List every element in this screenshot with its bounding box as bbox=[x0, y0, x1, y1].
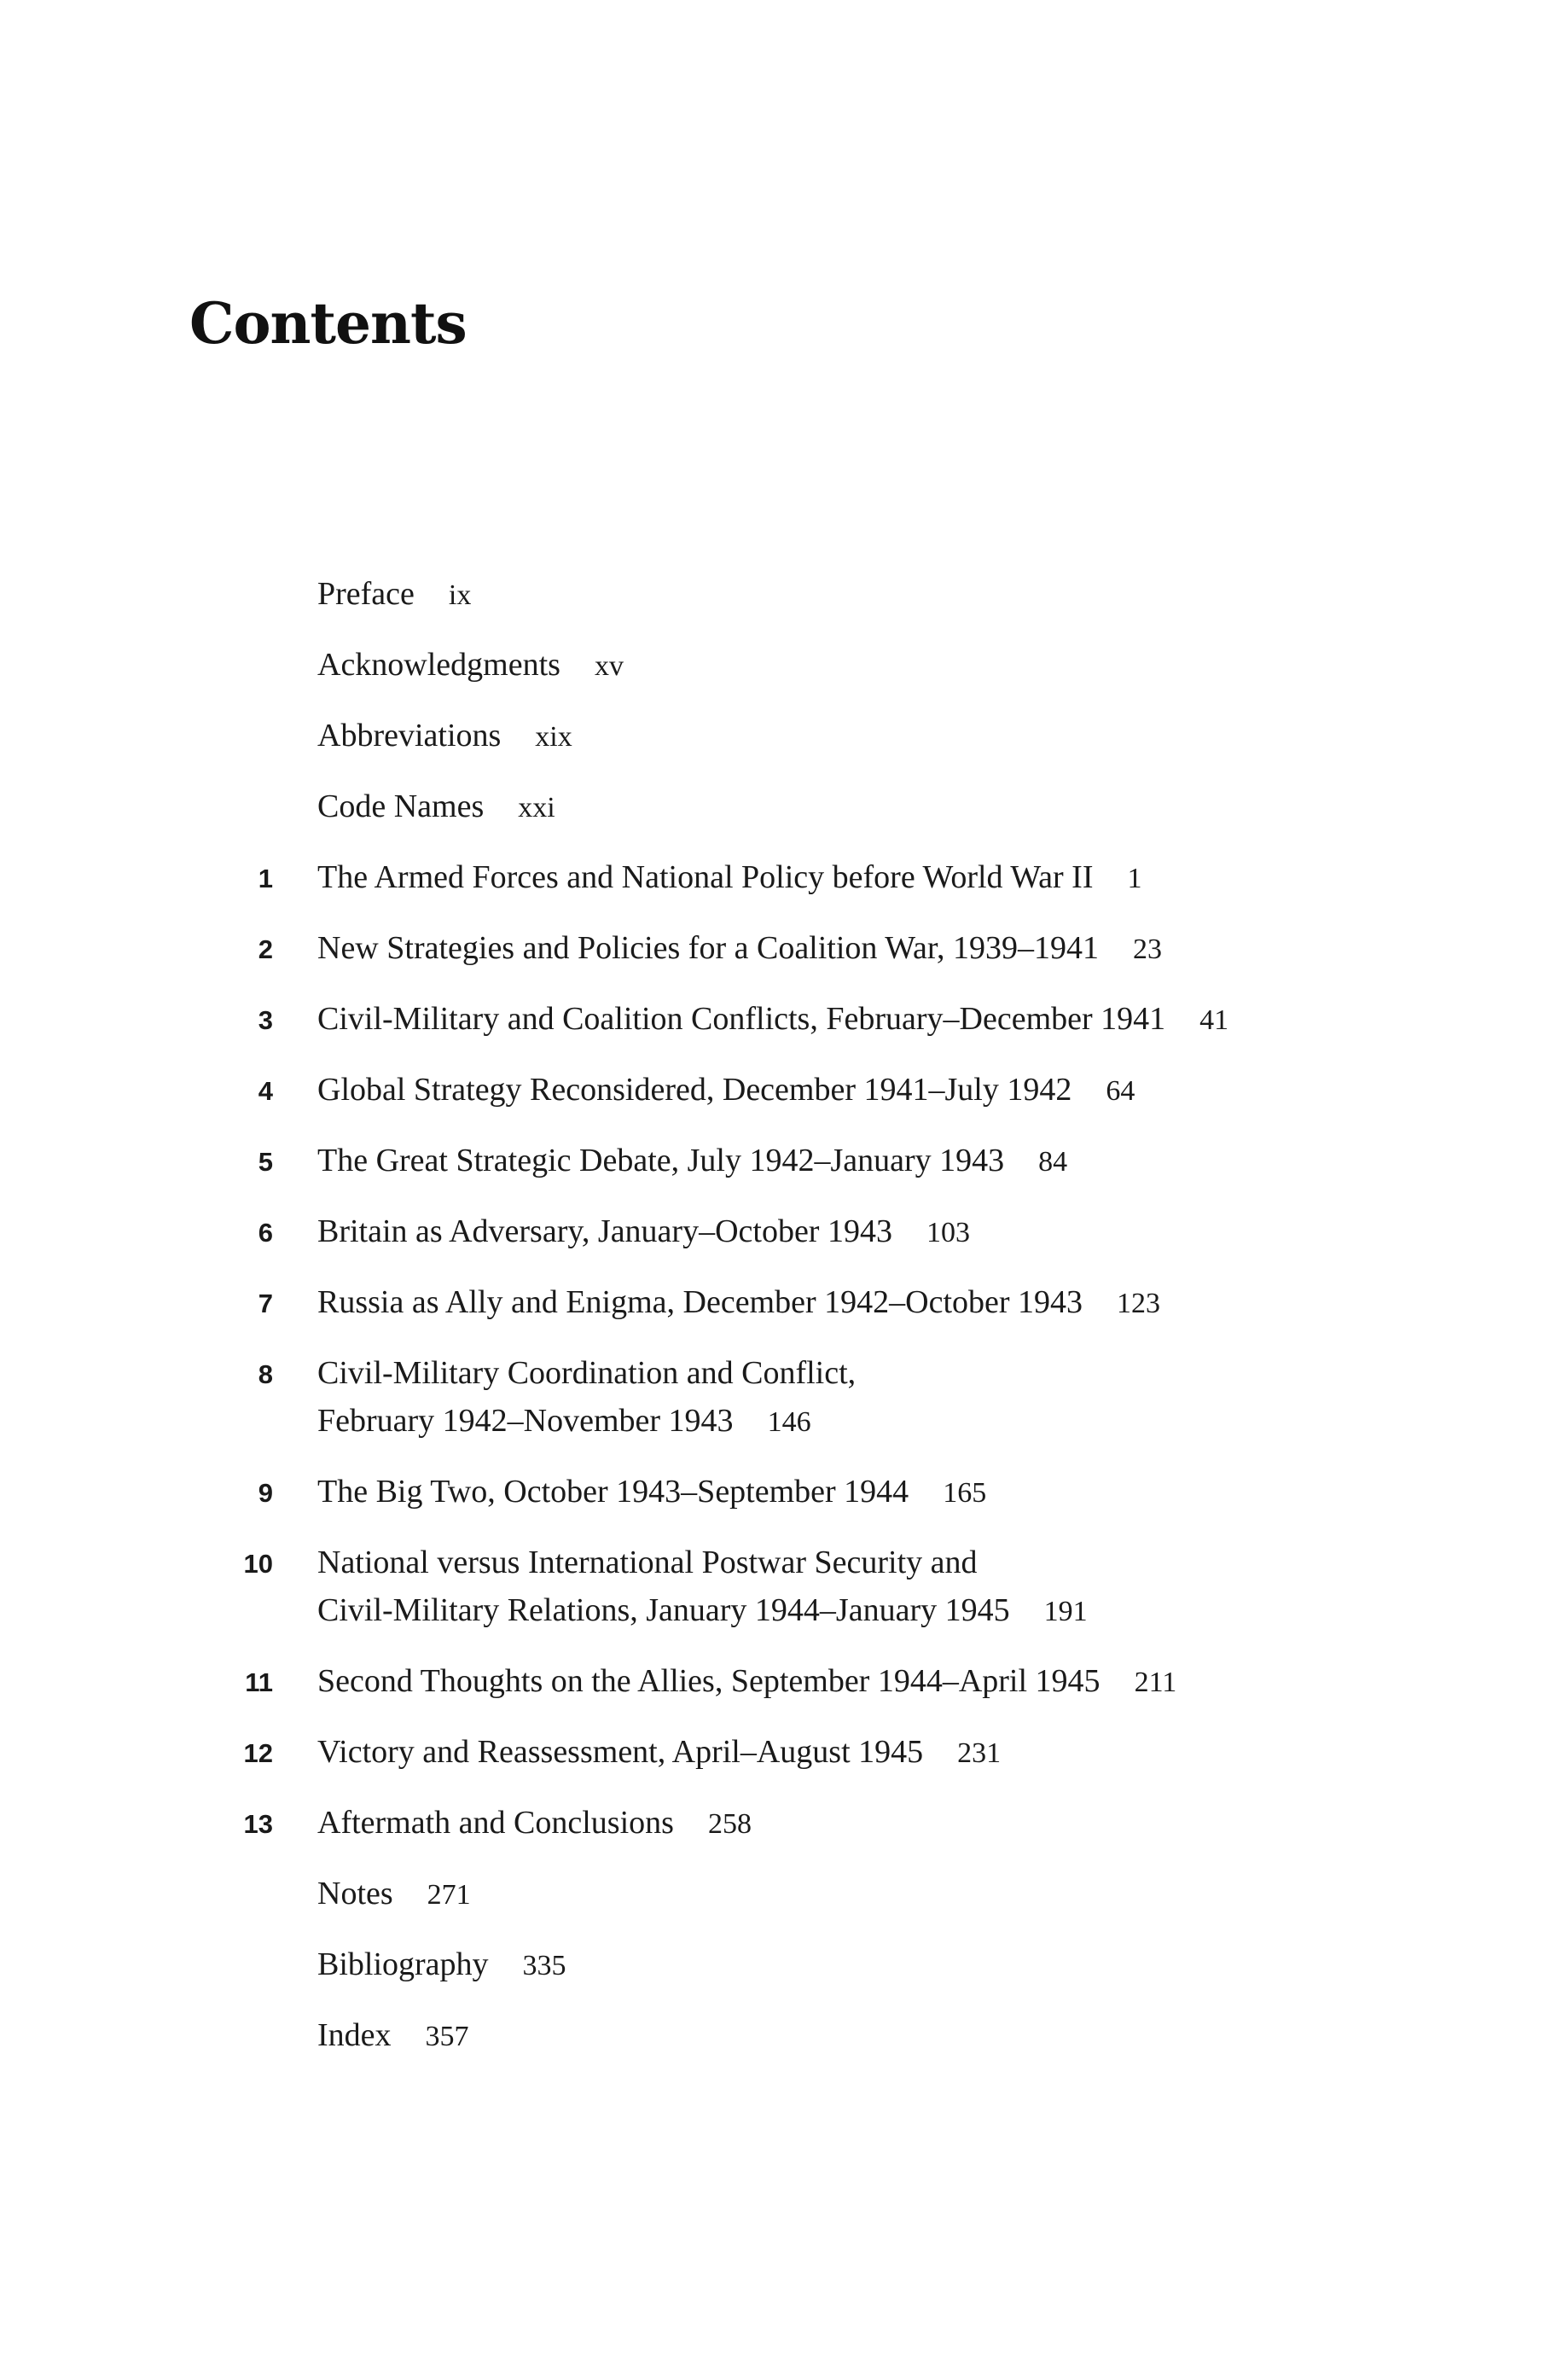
page-title: Contents bbox=[189, 290, 467, 357]
chapter-number: 7 bbox=[258, 1289, 273, 1318]
chapter-title-line: Britain as Adversary, January–October 1943 bbox=[317, 1213, 892, 1249]
toc-entry-title: Abbreviations bbox=[317, 718, 502, 753]
chapter-title-line: New Strategies and Policies for a Coalition War, 1939–1941 bbox=[317, 930, 1100, 966]
chapter-title-line: Global Strategy Reconsidered, December 1941–July 1942 bbox=[317, 1072, 1072, 1108]
chapter-number: 6 bbox=[258, 1218, 273, 1248]
toc-page-number: xxi bbox=[518, 792, 555, 823]
toc-entry-title: Index bbox=[317, 2017, 392, 2053]
toc-page-number: xix bbox=[535, 721, 572, 753]
chapter-number: 4 bbox=[258, 1076, 273, 1106]
toc-page-number: 191 bbox=[1043, 1596, 1088, 1627]
chapter-title-line: The Armed Forces and National Policy before World War II bbox=[317, 859, 1094, 895]
toc-page-number: 258 bbox=[707, 1808, 752, 1840]
toc-page-number: 146 bbox=[767, 1406, 811, 1438]
toc-page-number: xv bbox=[594, 650, 624, 682]
toc-page-number: 103 bbox=[926, 1217, 970, 1248]
chapter-title-line: Civil-Military Coordination and Conflict, bbox=[317, 1355, 857, 1391]
toc-page-number: 165 bbox=[943, 1477, 987, 1509]
toc-page-number: 231 bbox=[957, 1737, 1002, 1769]
chapter-title-line: February 1942–November 1943 bbox=[317, 1403, 734, 1439]
chapter-number: 5 bbox=[258, 1147, 273, 1177]
toc-entry-title: Preface bbox=[317, 576, 415, 612]
chapter-title-line: Civil-Military and Coalition Conflicts, February–December 1941 bbox=[317, 1001, 1166, 1037]
toc-page-number: 64 bbox=[1106, 1075, 1135, 1107]
toc-entry-title: Acknowledgments bbox=[317, 647, 560, 683]
toc-entry-title: Notes bbox=[317, 1876, 393, 1911]
toc-page-number: 357 bbox=[425, 2021, 469, 2052]
toc-page-number: 41 bbox=[1199, 1004, 1229, 1036]
chapter-number: 12 bbox=[243, 1738, 273, 1768]
toc-entry-title: Bibliography bbox=[317, 1946, 489, 1982]
toc-page-number: 1 bbox=[1127, 863, 1142, 894]
chapter-number: 10 bbox=[243, 1549, 273, 1579]
chapter-title-line: Aftermath and Conclusions bbox=[317, 1805, 674, 1841]
toc-page-number: 123 bbox=[1117, 1288, 1161, 1319]
chapter-title-line: Second Thoughts on the Allies, September 1944–April 1945 bbox=[317, 1663, 1101, 1699]
chapter-title-line: Victory and Reassessment, April–August 1945 bbox=[317, 1734, 924, 1770]
chapter-title-line: The Big Two, October 1943–September 1944 bbox=[317, 1474, 909, 1510]
toc-page-number: 335 bbox=[522, 1950, 566, 1981]
chapter-number: 11 bbox=[245, 1667, 273, 1697]
chapter-title-line: The Great Strategic Debate, July 1942–January 1943 bbox=[317, 1143, 1005, 1178]
chapter-number: 9 bbox=[258, 1478, 273, 1508]
chapter-title-line: National versus International Postwar Security and bbox=[317, 1545, 978, 1580]
chapter-number: 1 bbox=[258, 864, 273, 893]
chapter-title-line: Russia as Ally and Enigma, December 1942–October 1943 bbox=[317, 1284, 1083, 1320]
chapter-number: 8 bbox=[258, 1359, 273, 1389]
toc-page-number: 271 bbox=[427, 1879, 471, 1911]
chapter-number: 3 bbox=[258, 1005, 273, 1035]
toc-page-number: ix bbox=[448, 579, 472, 611]
toc-page-number: 84 bbox=[1038, 1146, 1068, 1178]
chapter-number: 2 bbox=[258, 934, 273, 964]
toc-entry-title: Code Names bbox=[317, 788, 485, 824]
chapter-title-line: Civil-Military Relations, January 1944–January 1945 bbox=[317, 1592, 1010, 1628]
chapter-number: 13 bbox=[243, 1809, 273, 1839]
toc-page-number: 211 bbox=[1134, 1667, 1177, 1698]
toc-page-number: 23 bbox=[1133, 934, 1163, 965]
